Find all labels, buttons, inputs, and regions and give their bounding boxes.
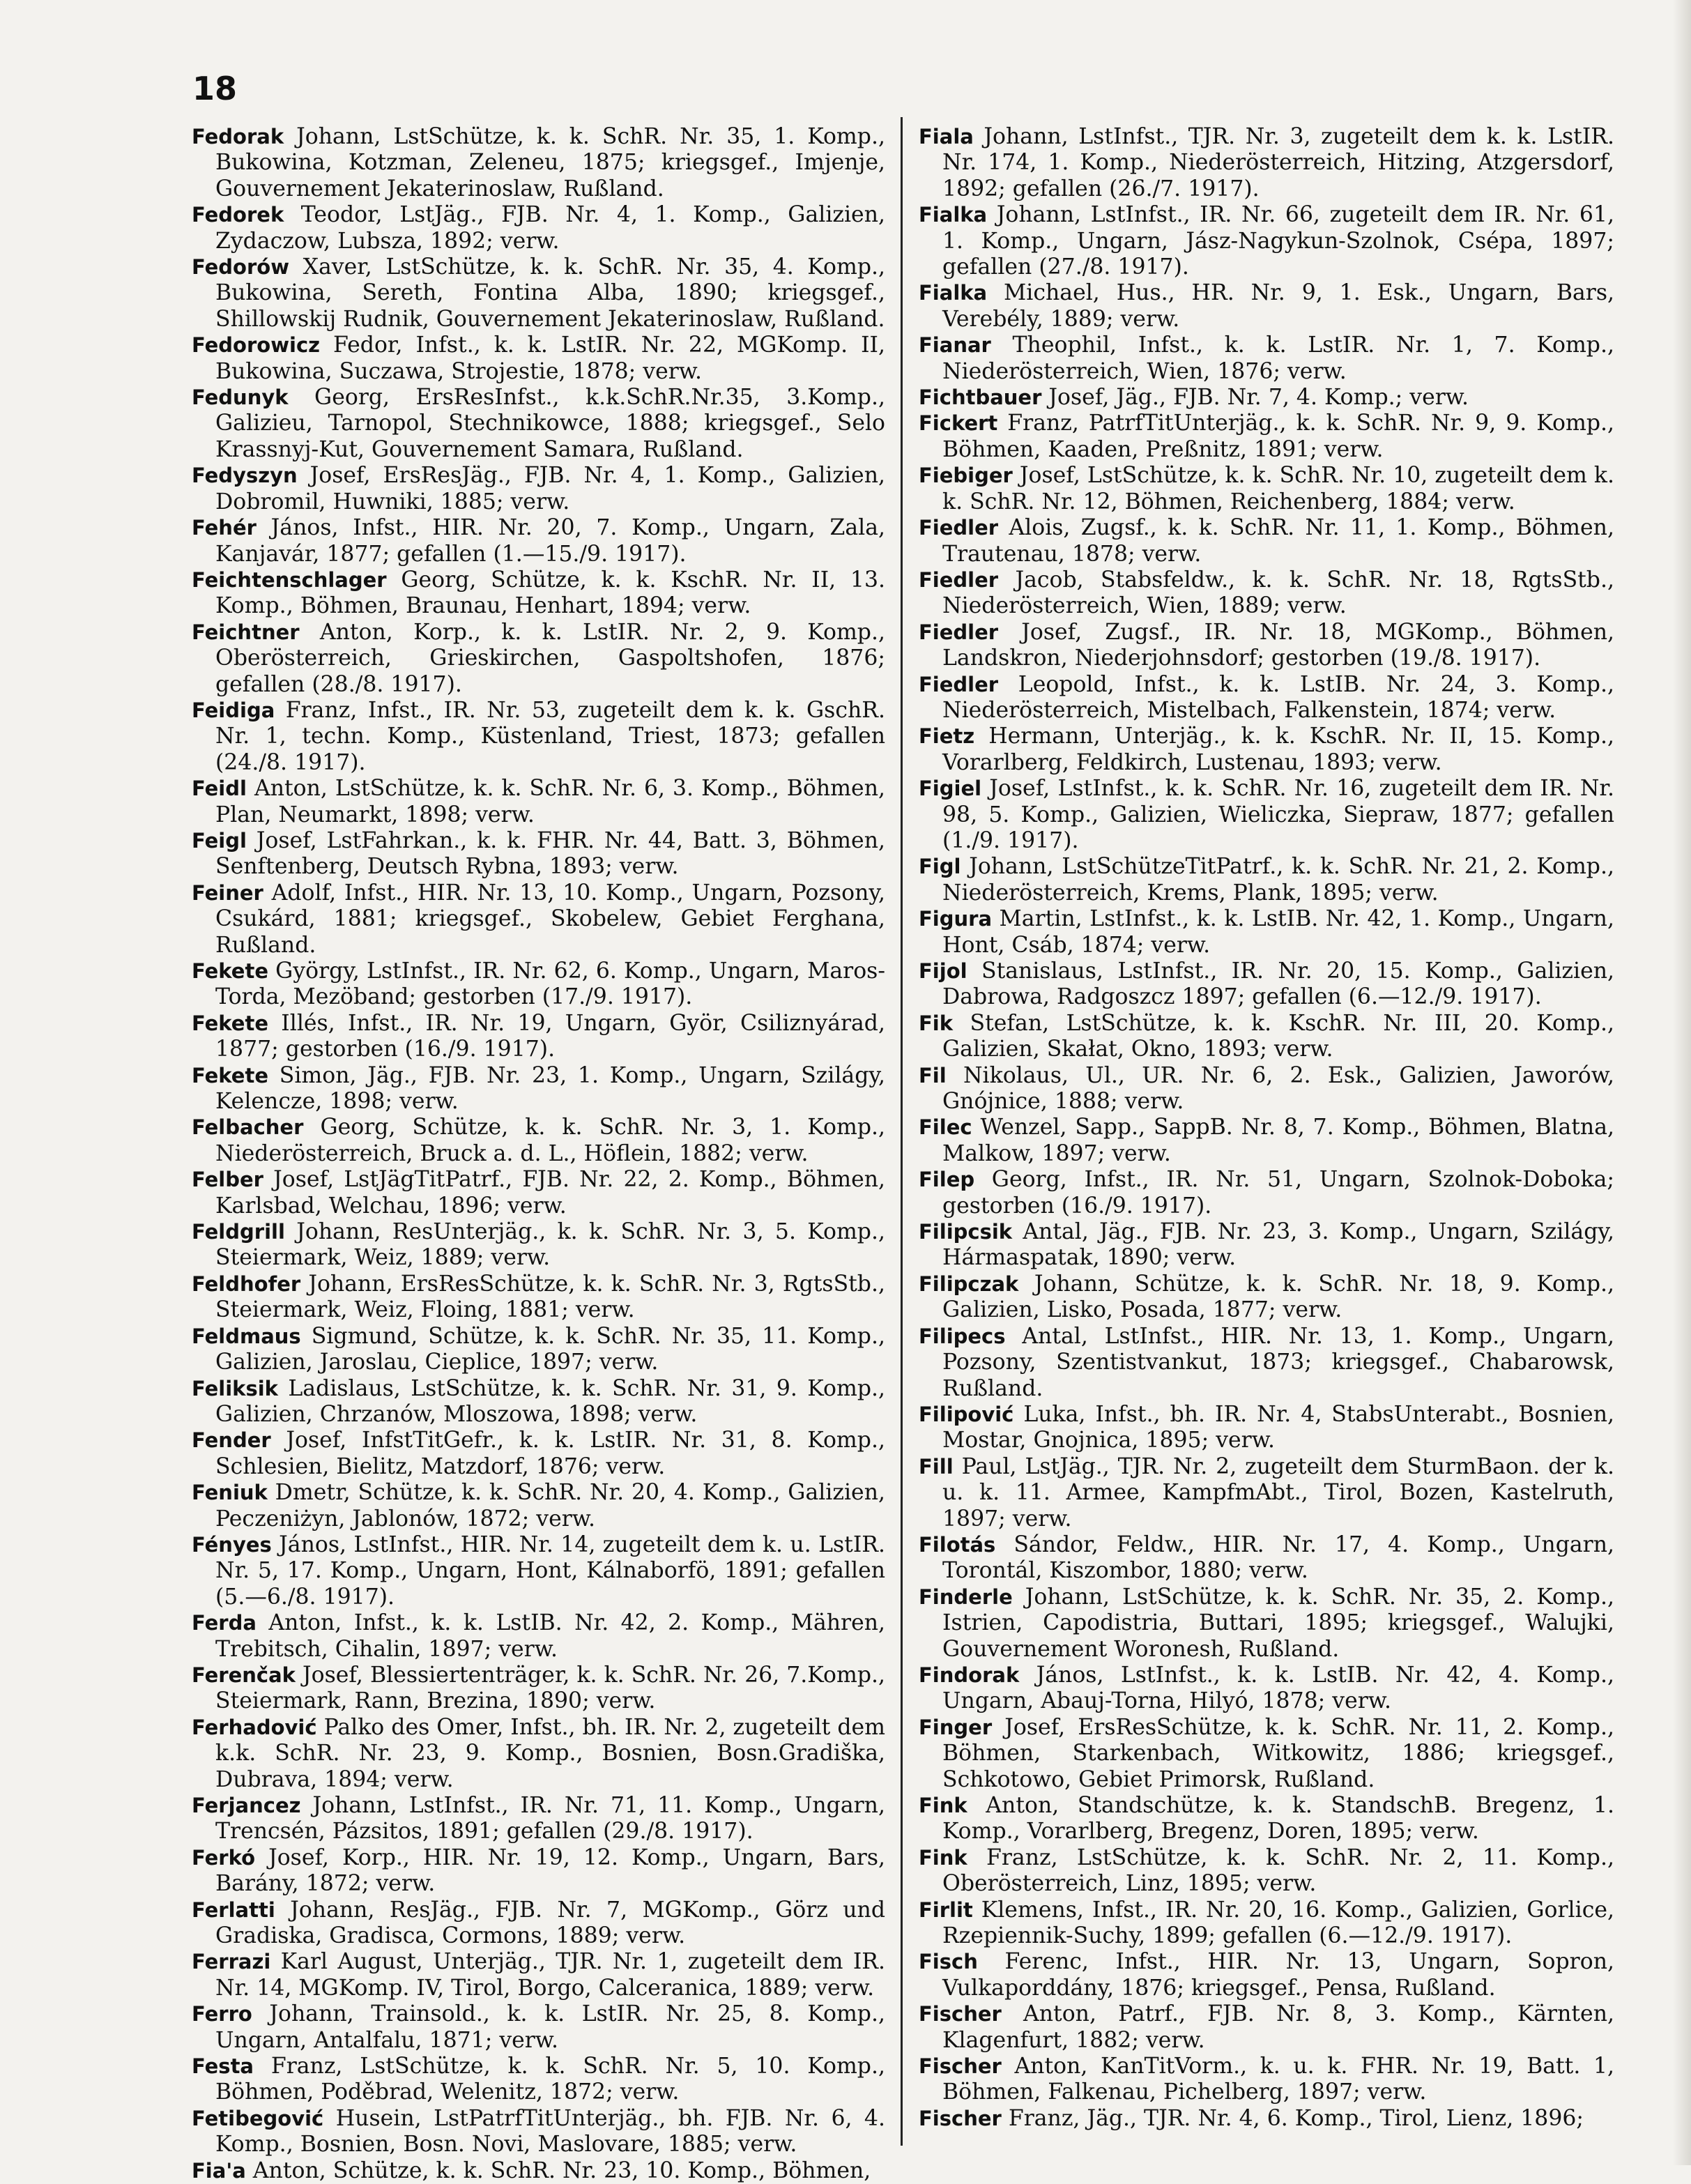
- casualty-entry: [192, 515, 885, 567]
- entry-details: Josef, LstJägTitPatrf., FJB. Nr. 22, 2. Komp., Böhmen, Karlsbad, Welchau, 1896; verw.: [215, 1167, 886, 1219]
- entry-details: Fedor, Infst., k. k. LstIR. Nr. 22, MGKomp. II, Bukowina, Suczawa, Strojestie, 1878; verw.: [215, 333, 885, 384]
- entry-surname: Ferrazi: [192, 1950, 271, 1974]
- entry-details: János, LstInfst., HIR. Nr. 14, zugeteilt dem k. u. LstIR. Nr. 5, 17. Komp., Ungarn, Hont, Kálnaborfö, 1891; gefallen (5.—6./8. 1917).: [215, 1532, 885, 1610]
- entry-details: Georg, ErsResInfst., k.k.SchR.Nr.35, 3.Komp., Galizieu, Tarnopol, Stechnikowce, 1888; kriegsgef., Selo Krassnyj-Kut, Gouvernement Samara, Rußland.: [215, 385, 885, 462]
- casualty-entry: [919, 202, 1614, 280]
- entry-details: Antal, Jäg., FJB. Nr. 23, 3. Komp., Ungarn, Szilágy, Hármaspatak, 1890; verw.: [942, 1219, 1614, 1271]
- entry-surname: Fia'a: [192, 2158, 246, 2183]
- entry-surname: Filotás: [919, 1532, 996, 1557]
- column-divider: [901, 117, 903, 2146]
- entry-details: Sigmund, Schütze, k. k. SchR. Nr. 35, 11. Komp., Galizien, Jaroslau, Cieplice, 1897; verw.: [215, 1323, 886, 1375]
- entry-surname: Feidl: [192, 777, 247, 801]
- casualty-entry: [192, 1532, 885, 1610]
- casualty-entry: [192, 1949, 885, 2001]
- entry-surname: Fekete: [192, 959, 269, 983]
- entry-surname: Festa: [192, 2054, 254, 2079]
- casualty-entry: [919, 2054, 1614, 2106]
- casualty-entry: [919, 906, 1614, 959]
- entry-surname: Fianar: [919, 333, 991, 358]
- entry-details: Georg, Schütze, k. k. SchR. Nr. 3, 1. Komp., Niederösterreich, Bruck a. d. L., Höflein, 1882; verw.: [215, 1115, 886, 1166]
- entry-surname: Firlit: [919, 1897, 973, 1922]
- entry-details: Josef, LstSchütze, k. k. SchR. Nr. 10, zugeteilt dem k. k. SchR. Nr. 12, Böhmen, Reichenberg, 1884; verw.: [942, 463, 1614, 514]
- entry-details: Ladislaus, LstSchütze, k. k. SchR. Nr. 31, 9. Komp., Galizien, Chrzanów, Mloszowa, 1898; verw.: [215, 1375, 886, 1427]
- entry-details: Husein, LstPatrfTitUnterjäg., bh. FJB. Nr. 6, 4. Komp., Bosnien, Bosn. Novi, Maslovare, 1885; verw.: [215, 2105, 885, 2158]
- casualty-entry: [192, 959, 885, 1011]
- casualty-entry: [919, 515, 1614, 567]
- casualty-entry: [192, 1663, 885, 1715]
- casualty-entry: [192, 1219, 885, 1272]
- casualty-entry: [919, 1272, 1614, 1324]
- entry-surname: Fiebiger: [919, 464, 1013, 488]
- entry-surname: Filipecs: [919, 1324, 1006, 1348]
- entry-details: Johann, LstSchützeTitPatrf., k. k. SchR. Nr. 21, 2. Komp., Niederösterreich, Krems, Plank, 1895; verw.: [942, 854, 1615, 906]
- entry-details: Stefan, LstSchütze, k. k. KschR. Nr. III, 20. Komp., Galizien, Skałat, Okno, 1893; verw.: [942, 1010, 1614, 1062]
- entry-details: Franz, LstSchütze, k. k. SchR. Nr. 5, 10. Komp., Böhmen, Poděbrad, Welenitz, 1872; verw.: [215, 2054, 885, 2105]
- entry-surname: Feldmaus: [192, 1324, 301, 1348]
- casualty-entry: [192, 463, 885, 515]
- casualty-entry: [919, 1897, 1614, 1950]
- entry-details: Anton, Schütze, k. k. SchR. Nr. 23, 10. Komp., Böhmen,: [252, 2158, 871, 2183]
- casualty-entry: [192, 776, 885, 828]
- entry-surname: Fiedler: [919, 672, 999, 696]
- entry-surname: Feidiga: [192, 698, 275, 722]
- entry-details: Illés, Infst., IR. Nr. 19, Ungarn, Györ, Csiliznyárad, 1877; gestorben (16./9. 1917).: [215, 1010, 885, 1062]
- casualty-entry: [192, 698, 885, 776]
- entry-surname: Fényes: [192, 1532, 272, 1557]
- page-number: 18: [192, 70, 238, 107]
- entry-details: Michael, Hus., HR. Nr. 9, 1. Esk., Ungarn, Bars, Verebély, 1889; verw.: [942, 280, 1615, 332]
- entry-surname: Fedyszyn: [192, 464, 298, 488]
- entry-details: Leopold, Infst., k. k. LstIB. Nr. 24, 3. Komp., Niederösterreich, Mistelbach, Falkenstein, 1874; verw.: [942, 671, 1614, 723]
- entry-details: Sándor, Feldw., HIR. Nr. 17, 4. Komp., Ungarn, Torontál, Kiszombor, 1880; verw.: [942, 1532, 1614, 1584]
- entry-surname: Filipcsik: [919, 1220, 1013, 1244]
- casualty-entry: [919, 724, 1614, 776]
- entry-surname: Fender: [192, 1428, 271, 1453]
- entry-details: Josef, Zugsf., IR. Nr. 18, MGKomp., Böhmen, Landskron, Niederjohnsdorf; gestorben (19./8. 1917).: [942, 619, 1615, 671]
- casualty-entry: [192, 1011, 885, 1063]
- casualty-entry: [919, 1454, 1614, 1532]
- casualty-entry: [919, 672, 1614, 724]
- casualty-entry: [192, 2001, 885, 2054]
- casualty-entry: [919, 463, 1614, 515]
- entry-surname: Feldhofer: [192, 1272, 301, 1296]
- entry-surname: Figiel: [919, 777, 982, 801]
- entry-surname: Fedunyk: [192, 385, 289, 410]
- entry-surname: Finger: [919, 1715, 993, 1739]
- entry-surname: Fik: [919, 1011, 954, 1035]
- casualty-entry: [192, 1115, 885, 1167]
- entry-surname: Fedorak: [192, 125, 284, 148]
- entry-details: Ferenc, Infst., HIR. Nr. 13, Ungarn, Sopron, Vulkaporddány, 1876; kriegsgef., Pensa, Rußland.: [942, 1949, 1614, 2001]
- entry-surname: Feichtner: [192, 620, 300, 644]
- entry-surname: Fedorów: [192, 255, 290, 280]
- entry-details: Anton, LstSchütze, k. k. SchR. Nr. 6, 3. Komp., Böhmen, Plan, Neumarkt, 1898; verw.: [215, 776, 885, 827]
- entry-surname: Fijol: [919, 959, 967, 983]
- entry-surname: Fink: [919, 1794, 967, 1817]
- right-column: [919, 124, 1614, 2132]
- entry-surname: Fekete: [192, 1063, 269, 1087]
- entry-surname: Fischer: [919, 2106, 1002, 2130]
- casualty-entry: [192, 880, 885, 959]
- casualty-entry: [919, 280, 1614, 333]
- casualty-entry: [919, 567, 1614, 620]
- entry-surname: Fetibegović: [192, 2106, 324, 2130]
- casualty-entry: [919, 1949, 1614, 2001]
- entry-surname: Fedorek: [192, 203, 284, 227]
- entry-details: Johann, LstInfst., IR. Nr. 66, zugeteilt dem IR. Nr. 61, 1. Komp., Ungarn, Jász-Nagykun-Szolnok, Csépa, 1897; gefallen (27./8. 1917).: [942, 202, 1615, 280]
- casualty-entry: [919, 854, 1614, 906]
- entry-surname: Figl: [919, 855, 961, 879]
- entry-details: Johann, Schütze, k. k. SchR. Nr. 18, 9. Komp., Galizien, Lisko, Posada, 1877; verw.: [942, 1271, 1615, 1323]
- entry-surname: Fiedler: [919, 620, 999, 644]
- entry-surname: Fedorowicz: [192, 333, 321, 358]
- casualty-entry: [192, 2158, 885, 2184]
- entry-surname: Feldgrill: [192, 1220, 285, 1244]
- entry-details: Theophil, Infst., k. k. LstIR. Nr. 1, 7. Komp., Niederösterreich, Wien, 1876; verw.: [942, 333, 1615, 384]
- entry-details: Josef, LstFahrkan., k. k. FHR. Nr. 44, Batt. 3, Böhmen, Senftenberg, Deutsch Rybna, 1893; verw.: [215, 827, 885, 880]
- entry-details: Wenzel, Sapp., SappB. Nr. 8, 7. Komp., Böhmen, Blatna, Malkow, 1897; verw.: [942, 1115, 1614, 1166]
- entry-details: Franz, Infst., IR. Nr. 53, zugeteilt dem k. k. GschR. Nr. 1, techn. Komp., Küstenland, Triest, 1873; gefallen (24./8. 1917).: [215, 697, 885, 775]
- casualty-entry: [919, 1584, 1614, 1663]
- entry-details: Paul, LstJäg., TJR. Nr. 2, zugeteilt dem SturmBaon. der k. u. k. 11. Armee, KampfmAbt., Tirol, Bozen, Kastelruth, 1897; verw.: [942, 1453, 1615, 1532]
- entry-details: Johann, LstInfst., TJR. Nr. 3, zugeteilt dem k. k. LstIR. Nr. 174, 1. Komp., Niederösterreich, Hitzing, Atzgersdorf, 1892; gefallen (26./7. 1917).: [942, 124, 1614, 201]
- casualty-entry: [919, 1663, 1614, 1715]
- entry-details: Georg, Infst., IR. Nr. 51, Ungarn, Szolnok-Doboka; gestorben (16./9. 1917).: [942, 1167, 1614, 1219]
- entry-surname: Fiedler: [919, 567, 999, 592]
- entry-details: Teodor, LstJäg., FJB. Nr. 4, 1. Komp., Galizien, Zydaczow, Lubsza, 1892; verw.: [215, 202, 886, 254]
- casualty-entry: [919, 1845, 1614, 1897]
- casualty-entry: [192, 1324, 885, 1376]
- casualty-entry: [919, 1011, 1614, 1063]
- casualty-entry: [192, 1428, 885, 1480]
- entry-details: Hermann, Unterjäg., k. k. KschR. Nr. II, 15. Komp., Vorarlberg, Feldkirch, Lustenau, 1893; verw.: [942, 724, 1614, 775]
- entry-surname: Filep: [919, 1168, 975, 1192]
- entry-surname: Fehér: [192, 516, 257, 540]
- entry-surname: Fialka: [919, 203, 988, 227]
- entry-surname: Ferenčak: [192, 1663, 296, 1687]
- entry-details: Johann, LstInfst., IR. Nr. 71, 11. Komp., Ungarn, Trencsén, Pázsitos, 1891; gefallen (29./8. 1917).: [215, 1793, 885, 1845]
- casualty-entry: [192, 1167, 885, 1219]
- entry-surname: Filec: [919, 1115, 972, 1140]
- entry-details: Franz, Jäg., TJR. Nr. 4, 6. Komp., Tirol, Lienz, 1896;: [1008, 2105, 1584, 2131]
- entry-surname: Ferda: [192, 1611, 257, 1635]
- entry-details: Franz, PatrfTitUnterjäg., k. k. SchR. Nr. 9, 9. Komp., Böhmen, Kaaden, Preßnitz, 1891; verw.: [942, 411, 1615, 462]
- entry-surname: Ferjancez: [192, 1794, 301, 1817]
- casualty-entry: [192, 828, 885, 880]
- casualty-entry: [919, 124, 1614, 202]
- casualty-entry: [192, 385, 885, 463]
- entry-surname: Fialka: [919, 281, 988, 305]
- entry-details: Dmetr, Schütze, k. k. SchR. Nr. 20, 4. Komp., Galizien, Peczeniżyn, Jablonów, 1872; verw.: [215, 1480, 885, 1532]
- entry-details: János, Infst., HIR. Nr. 20, 7. Komp., Ungarn, Zala, Kanjavár, 1877; gefallen (1.—15./9. 1917).: [215, 515, 886, 567]
- entry-surname: Figura: [919, 907, 993, 931]
- entry-surname: Feichtenschlager: [192, 567, 387, 592]
- entry-details: Georg, Schütze, k. k. KschR. Nr. II, 13. Komp., Böhmen, Braunau, Henhart, 1894; verw.: [215, 567, 885, 619]
- entry-details: Franz, LstSchütze, k. k. SchR. Nr. 2, 11. Komp., Oberösterreich, Linz, 1895; verw.: [942, 1845, 1614, 1897]
- entry-surname: Feiner: [192, 880, 263, 905]
- entry-details: Jacob, Stabsfeldw., k. k. SchR. Nr. 18, RgtsStb., Niederösterreich, Wien, 1889; verw.: [942, 567, 1614, 619]
- entry-details: Josef, InfstTitGefr., k. k. LstIR. Nr. 31, 8. Komp., Schlesien, Bielitz, Matzdorf, 1876; verw.: [215, 1428, 885, 1479]
- casualty-entry: [192, 1063, 885, 1115]
- entry-details: Johann, LstSchütze, k. k. SchR. Nr. 35, 2. Komp., Istrien, Capodistria, Buttari, 1895; kriegsgef., Walujki, Gouvernement Woronesh, Rußland.: [942, 1584, 1614, 1662]
- casualty-entry: [919, 1167, 1614, 1219]
- casualty-entry: [919, 776, 1614, 854]
- entry-surname: Fischer: [919, 2002, 1002, 2026]
- entry-details: János, LstInfst., k. k. LstIB. Nr. 42, 4. Komp., Ungarn, Abauj-Torna, Hilyó, 1878; verw.: [942, 1662, 1614, 1714]
- casualty-entry: [919, 1715, 1614, 1793]
- casualty-entry: [192, 1897, 885, 1950]
- entry-surname: Fichtbauer: [919, 385, 1042, 410]
- entry-details: Klemens, Infst., IR. Nr. 20, 16. Komp., Galizien, Gorlice, Rzepiennik-Suchy, 1899; gefallen (6.—12./9. 1917).: [942, 1897, 1614, 1949]
- entry-details: Josef, ErsResSchütze, k. k. SchR. Nr. 11, 2. Komp., Böhmen, Starkenbach, Witkowitz, 1886; kriegsgef., Schkotowo, Gebiet Primorsk, Rußland.: [942, 1714, 1614, 1792]
- casualty-entry: [919, 2106, 1614, 2132]
- entry-surname: Fisch: [919, 1950, 978, 1974]
- casualty-entry: [192, 254, 885, 333]
- entry-surname: Feliksik: [192, 1376, 278, 1400]
- entry-details: Anton, Korp., k. k. LstIR. Nr. 2, 9. Komp., Oberösterreich, Grieskirchen, Gaspoltshofen, 1876; gefallen (28./8. 1917).: [215, 619, 885, 697]
- entry-details: Johann, Trainsold., k. k. LstIR. Nr. 25, 8. Komp., Ungarn, Antalfalu, 1871; verw.: [215, 2001, 885, 2053]
- entry-surname: Felber: [192, 1168, 263, 1192]
- casualty-entry: [192, 202, 885, 254]
- entry-details: Xaver, LstSchütze, k. k. SchR. Nr. 35, 4. Komp., Bukowina, Sereth, Fontina Alba, 1890; kriegsgef., Shillowskij Rudnik, Gouvernement Jekaterinoslaw, Rußland.: [215, 254, 886, 332]
- entry-surname: Feniuk: [192, 1481, 268, 1505]
- entry-surname: Ferkó: [192, 1845, 256, 1870]
- entry-details: Johann, ResJäg., FJB. Nr. 7, MGKomp., Görz und Gradiska, Gradisca, Cormons, 1889; verw.: [215, 1897, 885, 1949]
- casualty-entry: [919, 333, 1614, 385]
- casualty-entry: [192, 1610, 885, 1663]
- entry-details: Martin, LstInfst., k. k. LstIB. Nr. 42, 1. Komp., Ungarn, Hont, Csáb, 1874; verw.: [942, 906, 1614, 958]
- entry-details: Luka, Infst., bh. IR. Nr. 4, StabsUnterabt., Bosnien, Mostar, Gnojnica, 1895; verw.: [942, 1401, 1615, 1453]
- entry-details: Anton, Standschütze, k. k. StandschB. Bregenz, 1. Komp., Vorarlberg, Bregenz, Doren, 1895; verw.: [942, 1793, 1615, 1845]
- casualty-entry: [919, 959, 1614, 1011]
- entry-details: Josef, Blessiertenträger, k. k. SchR. Nr. 26, 7.Komp., Steiermark, Rann, Brezina, 1890; verw.: [215, 1662, 886, 1714]
- entry-details: Josef, ErsResJäg., FJB. Nr. 4, 1. Komp., Galizien, Dobromil, Huwniki, 1885; verw.: [215, 463, 885, 514]
- left-column: [192, 124, 885, 2184]
- casualty-entry: [192, 1845, 885, 1897]
- casualty-entry: [919, 1402, 1614, 1454]
- entry-surname: Fischer: [919, 2054, 1002, 2079]
- casualty-entry: [919, 620, 1614, 672]
- casualty-entry: [192, 1793, 885, 1845]
- casualty-entry: [919, 385, 1614, 411]
- entry-details: Anton, KanTitVorm., k. u. k. FHR. Nr. 19, Batt. 1, Böhmen, Falkenau, Pichelberg, 1897; verw.: [942, 2054, 1615, 2105]
- casualty-entry: [919, 1115, 1614, 1167]
- casualty-entry: [192, 1480, 885, 1532]
- casualty-entry: [919, 2001, 1614, 2054]
- entry-surname: Fil: [919, 1063, 947, 1087]
- casualty-entry: [919, 1324, 1614, 1402]
- page-edge-shadow: [1673, 0, 1691, 2165]
- entry-details: Adolf, Infst., HIR. Nr. 13, 10. Komp., Ungarn, Pozsony, Csukárd, 1881; kriegsgef., Skobelew, Gebiet Ferghana, Rußland.: [215, 880, 885, 958]
- entry-details: Stanislaus, LstInfst., IR. Nr. 20, 15. Komp., Galizien, Dabrowa, Radgoszcz 1897; gefallen (6.—12./9. 1917).: [942, 959, 1615, 1010]
- entry-surname: Fiala: [919, 125, 974, 148]
- entry-surname: Filipczak: [919, 1272, 1019, 1296]
- entry-surname: Filipović: [919, 1402, 1014, 1426]
- entry-details: Simon, Jäg., FJB. Nr. 23, 1. Komp., Ungarn, Szilágy, Kelencze, 1898; verw.: [215, 1062, 885, 1115]
- entry-surname: Felbacher: [192, 1115, 304, 1140]
- entry-surname: Fink: [919, 1845, 967, 1870]
- entry-surname: Fekete: [192, 1011, 269, 1035]
- entry-surname: Ferhadović: [192, 1715, 317, 1739]
- entry-details: Johann, LstSchütze, k. k. SchR. Nr. 35, 1. Komp., Bukowina, Kotzman, Zeleneu, 1875; kriegsgef., Imjenje, Gouvernement Jekaterinoslaw, Rußland.: [215, 124, 885, 201]
- casualty-entry: [919, 411, 1614, 463]
- casualty-entry: [919, 1063, 1614, 1115]
- entry-surname: Ferlatti: [192, 1897, 275, 1922]
- casualty-entry: [192, 1376, 885, 1428]
- entry-details: Antal, LstInfst., HIR. Nr. 13, 1. Komp., Ungarn, Pozsony, Szentistvankut, 1873; kriegsgef., Chabarowsk, Rußland.: [942, 1323, 1614, 1401]
- casualty-entry: [192, 2054, 885, 2106]
- casualty-entry: [192, 1715, 885, 1793]
- casualty-entry: [192, 620, 885, 698]
- entry-details: Anton, Patrf., FJB. Nr. 8, 3. Komp., Kärnten, Klagenfurt, 1882; verw.: [942, 2001, 1614, 2053]
- entry-surname: Feigl: [192, 828, 247, 853]
- entry-details: Josef, Jäg., FJB. Nr. 7, 4. Komp.; verw.: [1048, 385, 1469, 411]
- casualty-entry: [192, 2106, 885, 2158]
- entry-details: Johann, ResUnterjäg., k. k. SchR. Nr. 3, 5. Komp., Steiermark, Weiz, 1889; verw.: [215, 1219, 885, 1271]
- casualty-entry: [919, 1219, 1614, 1272]
- entry-details: Alois, Zugsf., k. k. SchR. Nr. 11, 1. Komp., Böhmen, Trautenau, 1878; verw.: [942, 515, 1614, 567]
- entry-surname: Fill: [919, 1454, 954, 1479]
- entry-surname: Findorak: [919, 1663, 1020, 1687]
- entry-surname: Finderle: [919, 1584, 1013, 1609]
- entry-surname: Fickert: [919, 411, 998, 436]
- entry-details: Josef, LstInfst., k. k. SchR. Nr. 16, zugeteilt dem IR. Nr. 98, 5. Komp., Galizien, Wieliczka, Siepraw, 1877; gefallen (1./9. 1917).: [942, 776, 1614, 853]
- entry-surname: Fietz: [919, 724, 975, 749]
- entry-surname: Ferro: [192, 2002, 252, 2026]
- casualty-entry: [919, 1532, 1614, 1584]
- entry-details: Karl August, Unterjäg., TJR. Nr. 1, zugeteilt dem IR. Nr. 14, MGKomp. IV, Tirol, Borgo, Calceranica, 1889; verw.: [215, 1949, 885, 2001]
- entry-details: Josef, Korp., HIR. Nr. 19, 12. Komp., Ungarn, Bars, Barány, 1872; verw.: [215, 1845, 885, 1897]
- casualty-entry: [192, 1272, 885, 1324]
- entry-details: Anton, Infst., k. k. LstIB. Nr. 42, 2. Komp., Mähren, Trebitsch, Cihalin, 1897; verw.: [215, 1610, 886, 1662]
- casualty-entry: [192, 567, 885, 620]
- casualty-entry: [919, 1793, 1614, 1845]
- entry-details: Nikolaus, Ul., UR. Nr. 6, 2. Esk., Galizien, Jaworów, Gnójnice, 1888; verw.: [942, 1062, 1614, 1115]
- entry-details: Palko des Omer, Infst., bh. IR. Nr. 2, zugeteilt dem k.k. SchR. Nr. 23, 9. Komp., Bosnien, Bosn.Gradiška, Dubrava, 1894; verw.: [215, 1714, 886, 1792]
- casualty-entry: [192, 333, 885, 385]
- entry-details: Johann, ErsResSchütze, k. k. SchR. Nr. 3, RgtsStb., Steiermark, Weiz, Floing, 1881; verw.: [215, 1271, 885, 1323]
- entry-surname: Fiedler: [919, 516, 999, 540]
- casualty-entry: [192, 124, 885, 202]
- entry-details: György, LstInfst., IR. Nr. 62, 6. Komp., Ungarn, Maros-Torda, Mezöband; gestorben (17./9. 1917).: [215, 959, 885, 1010]
